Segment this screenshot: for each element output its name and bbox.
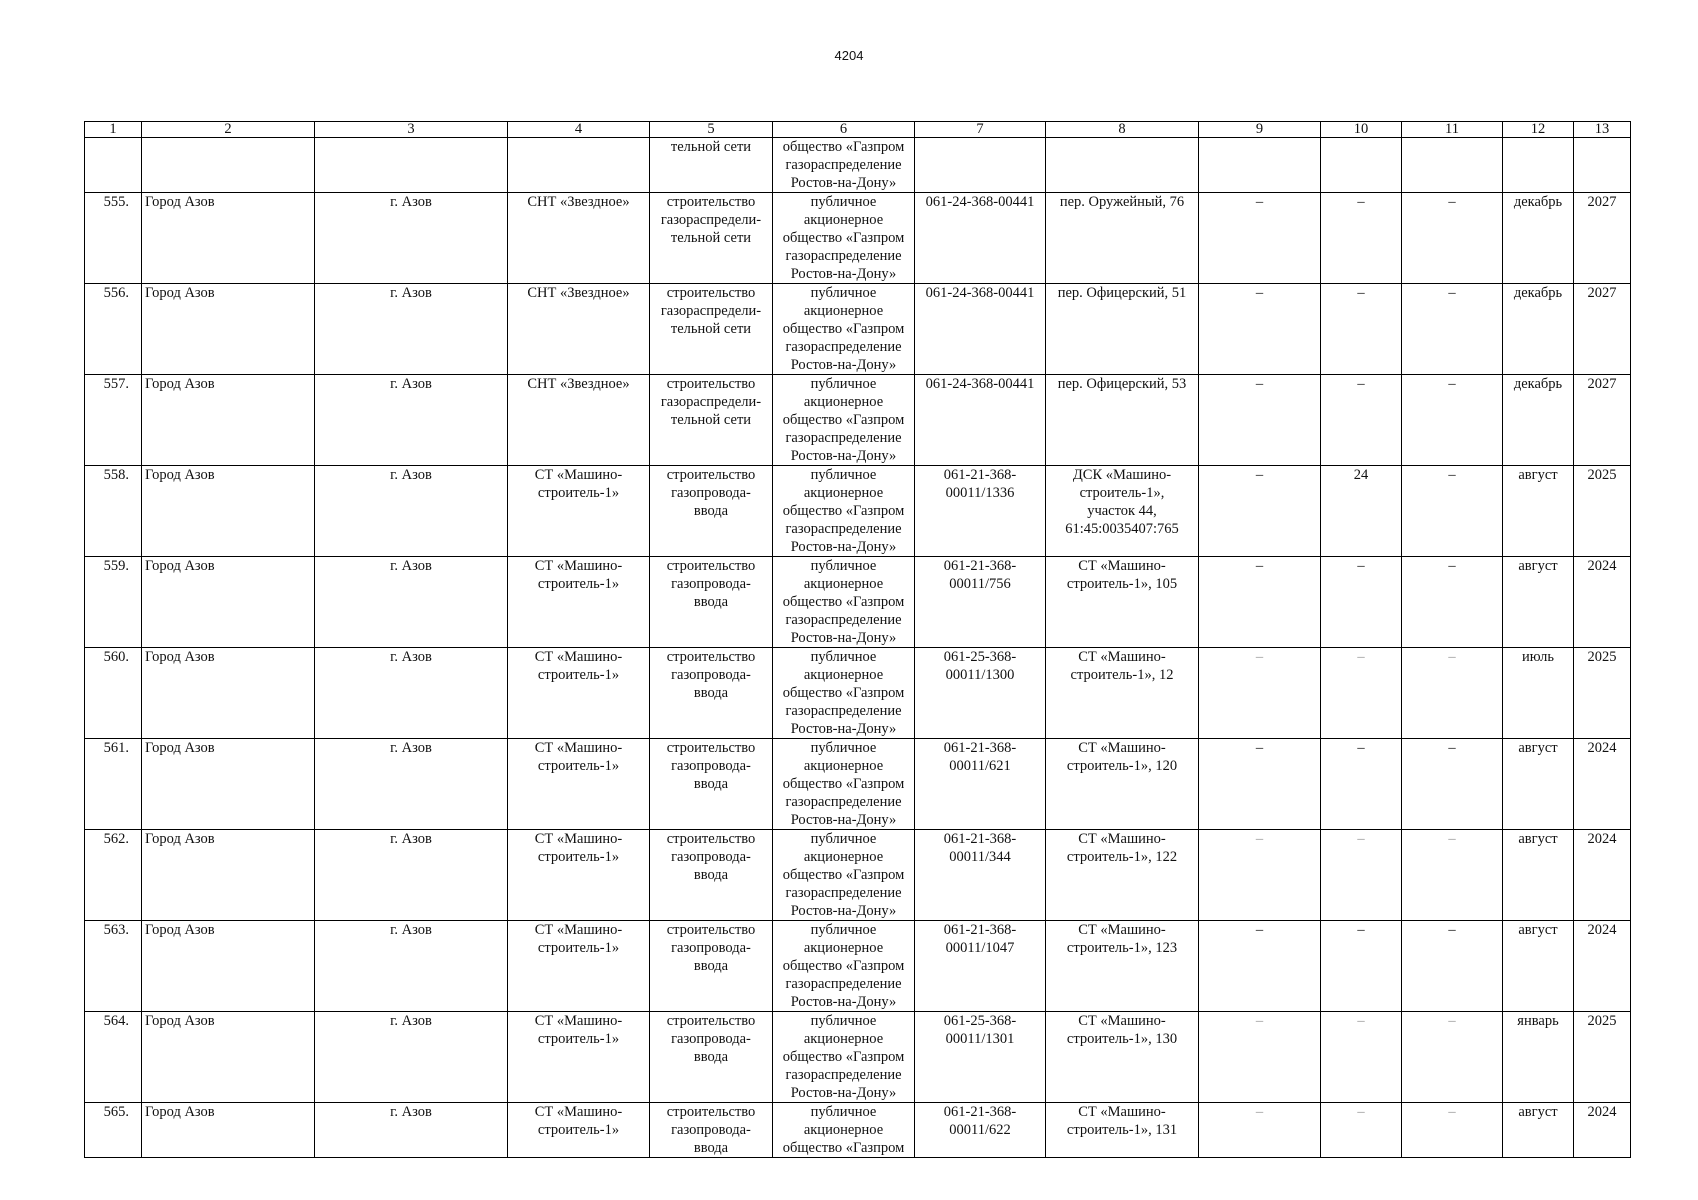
- cell-c12: [1503, 138, 1574, 193]
- column-header-4: 4: [508, 122, 650, 138]
- cell-c7: 061-21-368- 00011/1047: [915, 921, 1046, 1012]
- cell-c10: –: [1321, 193, 1402, 284]
- row-number: 564.: [85, 1012, 142, 1103]
- cell-c11: –: [1402, 1103, 1503, 1158]
- cell-c4: СТ «Машино- строитель-1»: [508, 1012, 650, 1103]
- cell-c4: СНТ «Звездное»: [508, 193, 650, 284]
- cell-c13: 2024: [1574, 557, 1631, 648]
- cell-c12: август: [1503, 557, 1574, 648]
- cell-c7: 061-24-368-00441: [915, 193, 1046, 284]
- cell-c10: –: [1321, 830, 1402, 921]
- cell-c5: строительство газопровода- ввода: [650, 921, 773, 1012]
- row-number: 555.: [85, 193, 142, 284]
- cell-c10: [1321, 138, 1402, 193]
- cell-c3: [315, 138, 508, 193]
- cell-c7: 061-21-368- 00011/756: [915, 557, 1046, 648]
- cell-c9: –: [1199, 557, 1321, 648]
- cell-c2: Город Азов: [142, 830, 315, 921]
- cell-c13: 2025: [1574, 466, 1631, 557]
- cell-c12: январь: [1503, 1012, 1574, 1103]
- cell-c11: –: [1402, 830, 1503, 921]
- cell-c13: 2027: [1574, 284, 1631, 375]
- table-row: [85, 466, 1631, 557]
- cell-c13: 2027: [1574, 375, 1631, 466]
- cell-c1: [85, 138, 142, 193]
- cell-c2: Город Азов: [142, 921, 315, 1012]
- cell-c8: пер. Офицерский, 51: [1046, 284, 1199, 375]
- cell-c7: 061-24-368-00441: [915, 284, 1046, 375]
- cell-c13: 2024: [1574, 830, 1631, 921]
- cell-c9: –: [1199, 648, 1321, 739]
- cell-c11: –: [1402, 284, 1503, 375]
- cell-c6: публичное акционерное общество «Газпром газораспределение Ростов-на-Дону»: [773, 830, 915, 921]
- continuation-row: [85, 138, 1631, 193]
- cell-c5: строительство газораспредели- тельной сети: [650, 284, 773, 375]
- row-number: 565.: [85, 1103, 142, 1158]
- cell-c9: –: [1199, 739, 1321, 830]
- cell-c12: август: [1503, 466, 1574, 557]
- cell-c9: –: [1199, 193, 1321, 284]
- cell-c6: публичное акционерное общество «Газпром газораспределение Ростов-на-Дону»: [773, 375, 915, 466]
- cell-c9: –: [1199, 830, 1321, 921]
- cell-c12: июль: [1503, 648, 1574, 739]
- cell-c2: Город Азов: [142, 284, 315, 375]
- cell-c3: г. Азов: [315, 284, 508, 375]
- cell-c8: [1046, 138, 1199, 193]
- cell-c12: август: [1503, 1103, 1574, 1158]
- cell-c2: Город Азов: [142, 193, 315, 284]
- cell-c11: –: [1402, 375, 1503, 466]
- cell-c4: СТ «Машино- строитель-1»: [508, 921, 650, 1012]
- cell-c12: август: [1503, 921, 1574, 1012]
- cell-c3: г. Азов: [315, 375, 508, 466]
- cell-c10: –: [1321, 921, 1402, 1012]
- cell-c7: 061-25-368- 00011/1300: [915, 648, 1046, 739]
- row-number: 560.: [85, 648, 142, 739]
- cell-c7: [915, 138, 1046, 193]
- cell-c8: СТ «Машино- строитель-1», 12: [1046, 648, 1199, 739]
- cell-c3: г. Азов: [315, 739, 508, 830]
- cell-c7: 061-21-368- 00011/344: [915, 830, 1046, 921]
- cell-c6: публичное акционерное общество «Газпром: [773, 1103, 915, 1158]
- column-header-2: 2: [142, 122, 315, 138]
- column-header-7: 7: [915, 122, 1046, 138]
- cell-c4: СТ «Машино- строитель-1»: [508, 739, 650, 830]
- cell-c8: СТ «Машино- строитель-1», 131: [1046, 1103, 1199, 1158]
- cell-c13: 2024: [1574, 1103, 1631, 1158]
- table-row: [85, 375, 1631, 466]
- column-number-header: [85, 122, 1631, 138]
- cell-c11: –: [1402, 648, 1503, 739]
- cell-c11: –: [1402, 739, 1503, 830]
- cell-c5: строительство газораспредели- тельной сети: [650, 375, 773, 466]
- cell-c12: декабрь: [1503, 375, 1574, 466]
- cell-c3: г. Азов: [315, 1103, 508, 1158]
- column-header-11: 11: [1402, 122, 1503, 138]
- column-header-13: 13: [1574, 122, 1631, 138]
- register-table: [84, 121, 1631, 1158]
- cell-c3: г. Азов: [315, 1012, 508, 1103]
- cell-c9: –: [1199, 1103, 1321, 1158]
- cell-c2: Город Азов: [142, 375, 315, 466]
- column-header-1: 1: [85, 122, 142, 138]
- cell-c2: Город Азов: [142, 557, 315, 648]
- column-header-9: 9: [1199, 122, 1321, 138]
- table-row: [85, 1012, 1631, 1103]
- table-row: [85, 648, 1631, 739]
- cell-c4: СТ «Машино- строитель-1»: [508, 466, 650, 557]
- row-number: 556.: [85, 284, 142, 375]
- cell-c11: [1402, 138, 1503, 193]
- cell-c13: 2027: [1574, 193, 1631, 284]
- cell-c2: Город Азов: [142, 1103, 315, 1158]
- cell-c8: ДСК «Машино- строитель-1», участок 44, 61:45:0035407:765: [1046, 466, 1199, 557]
- cell-c11: –: [1402, 1012, 1503, 1103]
- page-number: 4204: [834, 48, 864, 63]
- cell-c10: 24: [1321, 466, 1402, 557]
- row-number: 558.: [85, 466, 142, 557]
- column-header-8: 8: [1046, 122, 1199, 138]
- table-row: [85, 193, 1631, 284]
- cell-c10: –: [1321, 1012, 1402, 1103]
- cell-c6: публичное акционерное общество «Газпром газораспределение Ростов-на-Дону»: [773, 193, 915, 284]
- cell-c5: строительство газопровода- ввода: [650, 1012, 773, 1103]
- cell-c3: г. Азов: [315, 466, 508, 557]
- cell-c11: –: [1402, 466, 1503, 557]
- table-row: [85, 557, 1631, 648]
- cell-c8: пер. Оружейный, 76: [1046, 193, 1199, 284]
- cell-c11: –: [1402, 557, 1503, 648]
- cell-c5: тельной сети: [650, 138, 773, 193]
- cell-c4: СНТ «Звездное»: [508, 284, 650, 375]
- cell-c2: [142, 138, 315, 193]
- cell-c5: строительство газораспредели- тельной сети: [650, 193, 773, 284]
- cell-c9: –: [1199, 1012, 1321, 1103]
- cell-c12: август: [1503, 739, 1574, 830]
- cell-c10: –: [1321, 739, 1402, 830]
- cell-c6: публичное акционерное общество «Газпром газораспределение Ростов-на-Дону»: [773, 648, 915, 739]
- cell-c12: декабрь: [1503, 193, 1574, 284]
- cell-c5: строительство газопровода- ввода: [650, 1103, 773, 1158]
- cell-c10: –: [1321, 648, 1402, 739]
- cell-c6: общество «Газпром газораспределение Ростов-на-Дону»: [773, 138, 915, 193]
- cell-c4: [508, 138, 650, 193]
- cell-c8: пер. Офицерский, 53: [1046, 375, 1199, 466]
- cell-c11: –: [1402, 921, 1503, 1012]
- cell-c7: 061-24-368-00441: [915, 375, 1046, 466]
- row-number: 557.: [85, 375, 142, 466]
- cell-c10: –: [1321, 557, 1402, 648]
- cell-c10: –: [1321, 1103, 1402, 1158]
- cell-c9: –: [1199, 284, 1321, 375]
- cell-c5: строительство газопровода- ввода: [650, 557, 773, 648]
- cell-c13: [1574, 138, 1631, 193]
- column-header-12: 12: [1503, 122, 1574, 138]
- cell-c9: [1199, 138, 1321, 193]
- cell-c4: СТ «Машино- строитель-1»: [508, 648, 650, 739]
- cell-c7: 061-21-368- 00011/621: [915, 739, 1046, 830]
- cell-c8: СТ «Машино- строитель-1», 105: [1046, 557, 1199, 648]
- row-number: 562.: [85, 830, 142, 921]
- row-number: 561.: [85, 739, 142, 830]
- cell-c3: г. Азов: [315, 830, 508, 921]
- cell-c4: СНТ «Звездное»: [508, 375, 650, 466]
- column-header-10: 10: [1321, 122, 1402, 138]
- cell-c4: СТ «Машино- строитель-1»: [508, 830, 650, 921]
- table-row: [85, 739, 1631, 830]
- cell-c5: строительство газопровода- ввода: [650, 830, 773, 921]
- cell-c3: г. Азов: [315, 921, 508, 1012]
- cell-c13: 2024: [1574, 739, 1631, 830]
- column-header-6: 6: [773, 122, 915, 138]
- table-row: [85, 1103, 1631, 1158]
- cell-c9: –: [1199, 921, 1321, 1012]
- row-number: 559.: [85, 557, 142, 648]
- cell-c6: публичное акционерное общество «Газпром газораспределение Ростов-на-Дону»: [773, 921, 915, 1012]
- table-row: [85, 284, 1631, 375]
- cell-c13: 2025: [1574, 648, 1631, 739]
- cell-c6: публичное акционерное общество «Газпром газораспределение Ростов-на-Дону»: [773, 466, 915, 557]
- row-number: 563.: [85, 921, 142, 1012]
- cell-c2: Город Азов: [142, 1012, 315, 1103]
- cell-c2: Город Азов: [142, 466, 315, 557]
- cell-c3: г. Азов: [315, 557, 508, 648]
- cell-c6: публичное акционерное общество «Газпром газораспределение Ростов-на-Дону»: [773, 739, 915, 830]
- cell-c12: август: [1503, 830, 1574, 921]
- cell-c5: строительство газопровода- ввода: [650, 739, 773, 830]
- cell-c8: СТ «Машино- строитель-1», 122: [1046, 830, 1199, 921]
- cell-c8: СТ «Машино- строитель-1», 123: [1046, 921, 1199, 1012]
- cell-c5: строительство газопровода- ввода: [650, 466, 773, 557]
- cell-c10: –: [1321, 375, 1402, 466]
- cell-c6: публичное акционерное общество «Газпром газораспределение Ростов-на-Дону»: [773, 284, 915, 375]
- cell-c7: 061-21-368- 00011/622: [915, 1103, 1046, 1158]
- cell-c3: г. Азов: [315, 648, 508, 739]
- cell-c4: СТ «Машино- строитель-1»: [508, 1103, 650, 1158]
- cell-c6: публичное акционерное общество «Газпром газораспределение Ростов-на-Дону»: [773, 1012, 915, 1103]
- cell-c5: строительство газопровода- ввода: [650, 648, 773, 739]
- cell-c13: 2025: [1574, 1012, 1631, 1103]
- cell-c3: г. Азов: [315, 193, 508, 284]
- cell-c8: СТ «Машино- строитель-1», 120: [1046, 739, 1199, 830]
- table-row: [85, 830, 1631, 921]
- cell-c7: 061-21-368- 00011/1336: [915, 466, 1046, 557]
- cell-c6: публичное акционерное общество «Газпром газораспределение Ростов-на-Дону»: [773, 557, 915, 648]
- table-row: [85, 921, 1631, 1012]
- column-header-5: 5: [650, 122, 773, 138]
- cell-c2: Город Азов: [142, 648, 315, 739]
- cell-c8: СТ «Машино- строитель-1», 130: [1046, 1012, 1199, 1103]
- cell-c4: СТ «Машино- строитель-1»: [508, 557, 650, 648]
- cell-c12: декабрь: [1503, 284, 1574, 375]
- cell-c2: Город Азов: [142, 739, 315, 830]
- cell-c10: –: [1321, 284, 1402, 375]
- cell-c9: –: [1199, 375, 1321, 466]
- cell-c11: –: [1402, 193, 1503, 284]
- column-header-3: 3: [315, 122, 508, 138]
- cell-c13: 2024: [1574, 921, 1631, 1012]
- cell-c7: 061-25-368- 00011/1301: [915, 1012, 1046, 1103]
- cell-c9: –: [1199, 466, 1321, 557]
